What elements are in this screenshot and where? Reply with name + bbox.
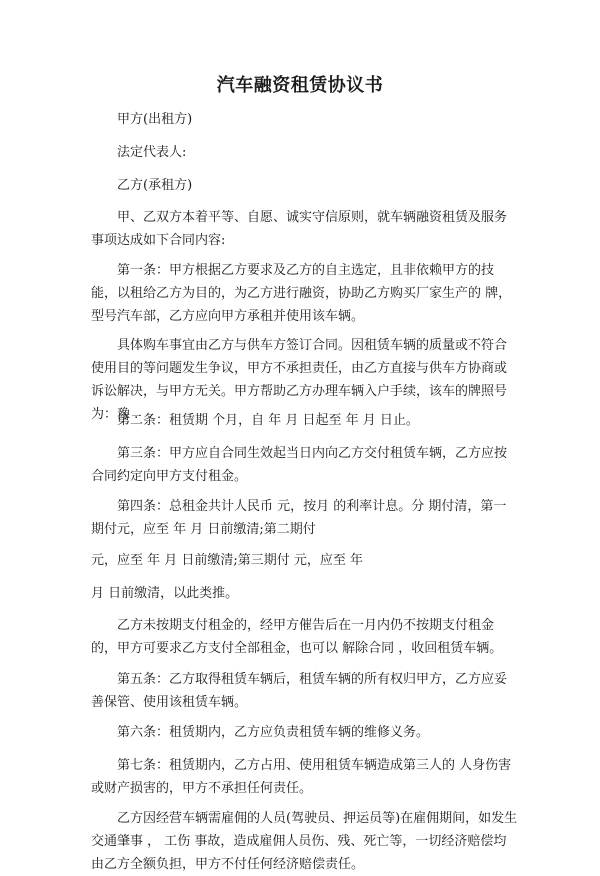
lessee-line: 乙方(承租方) — [117, 178, 193, 193]
document-title: 汽车融资租赁协议书 — [216, 75, 384, 96]
lessor-line: 甲方(出租方) — [117, 112, 193, 127]
article-7-detail: 乙方因经营车辆需雇佣的人员(驾驶员、押运员等)在雇佣期间，如发生 交通肇事 ， 工伤 事故，造成雇佣人员伤、残、死亡等，一切经济赔偿均由乙方全额负担，甲方不付任何经济赔偿责任。 — [91, 811, 522, 872]
article-1: 第一条：甲方根据乙方要求及乙方的自主选定，且非依赖甲方的技能，以租给乙方为目的，为乙方进行融资，协助乙方购买厂家生产的 牌， 型号汽车部，乙方应向甲方承租并使用该车辆。 — [91, 263, 516, 324]
article-4: 第四条：总租金共计人民币 元，按月 的利率计息。分 期付清，第一期付元，应至 年 月 日前缴清;第二期付 — [91, 499, 507, 537]
article-3: 第三条：甲方应自合同生效起当日内向乙方交付租赁车辆，乙方应按合同约定向甲方支付租金。 — [91, 446, 508, 484]
article-4-continuation-1: 元，应至 年 月 日前缴清;第三期付 元，应至 年 — [91, 553, 364, 568]
article-4-continuation-2: 月 日前缴清，以此类推。 — [91, 586, 239, 601]
default-clause: 乙方未按期支付租金的，经甲方催告后在一月内仍不按期支付租金的，甲方可要求乙方支付全部租金，也可以 解除合同 ，收回租赁车辆。 — [91, 618, 503, 656]
article-1-detail: 具体购车事宜由乙方与供车方签订合同。因租赁车辆的质量或不符合使用目的等问题发生争议，甲方不承担责任，由乙方直接与供车方协商或诉讼解决，与甲方无关。甲方帮助乙方办理车辆入户手续，该车的牌照号为：豫 . — [91, 338, 508, 422]
article-2: 第二条：租赁期 个月，自 年 月 日起至 年 月 日止。 — [117, 413, 419, 428]
article-7: 第七条：租赁期内，乙方占用、使用租赁车辆造成第三人的 人身伤害 或财产损害的，甲方不承担任何责任。 — [91, 758, 516, 796]
legal-representative-line: 法定代表人: — [117, 145, 187, 160]
article-5: 第五条：乙方取得租赁车辆后，租赁车辆的所有权归甲方，乙方应妥善保管、使用该租赁车辆。 — [91, 672, 508, 710]
article-6: 第六条：租赁期内，乙方应负责租赁车辆的维修义务。 — [117, 725, 430, 740]
intro-paragraph: 甲、乙双方本着平等、自愿、诚实守信原则，就车辆融资租赁及服务事项达成如下合同内容: — [91, 210, 508, 248]
